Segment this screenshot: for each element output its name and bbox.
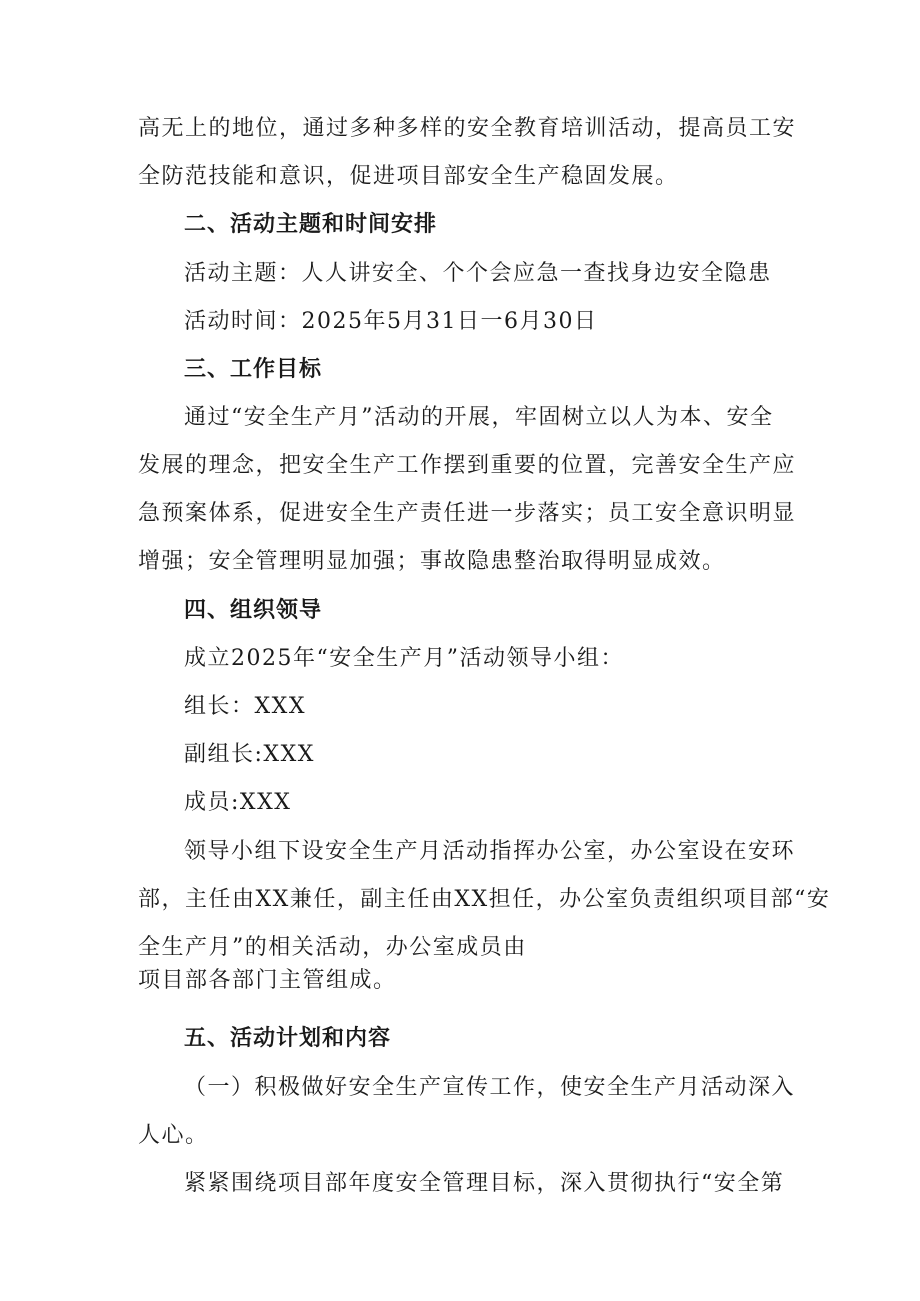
- leadership-group-intro: 成立2025年“安全生产月”活动领导小组：: [184, 646, 624, 671]
- paragraph-line: 发展的理念，把安全生产工作摆到重要的位置，完善安全生产应: [138, 453, 797, 478]
- paragraph-line: 增强；安全管理明显加强；事故隐患整治取得明显成效。: [138, 549, 726, 574]
- paragraph-line: 全防范技能和意识，促进项目部安全生产稳固发展。: [138, 164, 679, 189]
- deputy-leader: 副组长:XXX: [184, 742, 315, 767]
- paragraph-line: 领导小组下设安全生产月活动指挥办公室，办公室设在安环: [184, 839, 796, 864]
- paragraph-line: 急预案体系，促进安全生产责任进一步落实；员工安全意识明显: [138, 501, 797, 526]
- paragraph-line: 紧紧围绕项目部年度安全管理目标，深入贯彻执行“安全第: [184, 1171, 785, 1196]
- paragraph-line: 部，主任由XX兼任，副主任由XX担任，办公室负责组织项目部“安: [138, 887, 831, 912]
- section-heading-3: 三、工作目标: [184, 357, 323, 382]
- paragraph-line: 全生产月”的相关活动，办公室成员由: [138, 935, 527, 960]
- subsection-heading-1-cont: 人心。: [138, 1123, 209, 1148]
- activity-theme: 活动主题：人人讲安全、个个会应急一查找身边安全隐患: [184, 261, 772, 286]
- subsection-heading-1: （一）积极做好安全生产宣传工作，使安全生产月活动深入: [184, 1075, 796, 1100]
- activity-time: 活动时间：2025年5月31日一6月30日: [184, 309, 598, 334]
- group-members: 成员:XXX: [184, 790, 292, 815]
- section-heading-5: 五、活动计划和内容: [184, 1026, 392, 1051]
- paragraph-line: 项目部各部门主管组成。: [138, 968, 397, 993]
- paragraph-line: 高无上的地位，通过多种多样的安全教育培训活动，提高员工安: [138, 116, 797, 141]
- section-heading-4: 四、组织领导: [184, 598, 323, 623]
- paragraph-line: 通过“安全生产月”活动的开展，牢固树立以人为本、安全: [184, 405, 774, 430]
- group-leader: 组长：XXX: [184, 694, 306, 719]
- section-heading-2: 二、活动主题和时间安排: [184, 212, 438, 237]
